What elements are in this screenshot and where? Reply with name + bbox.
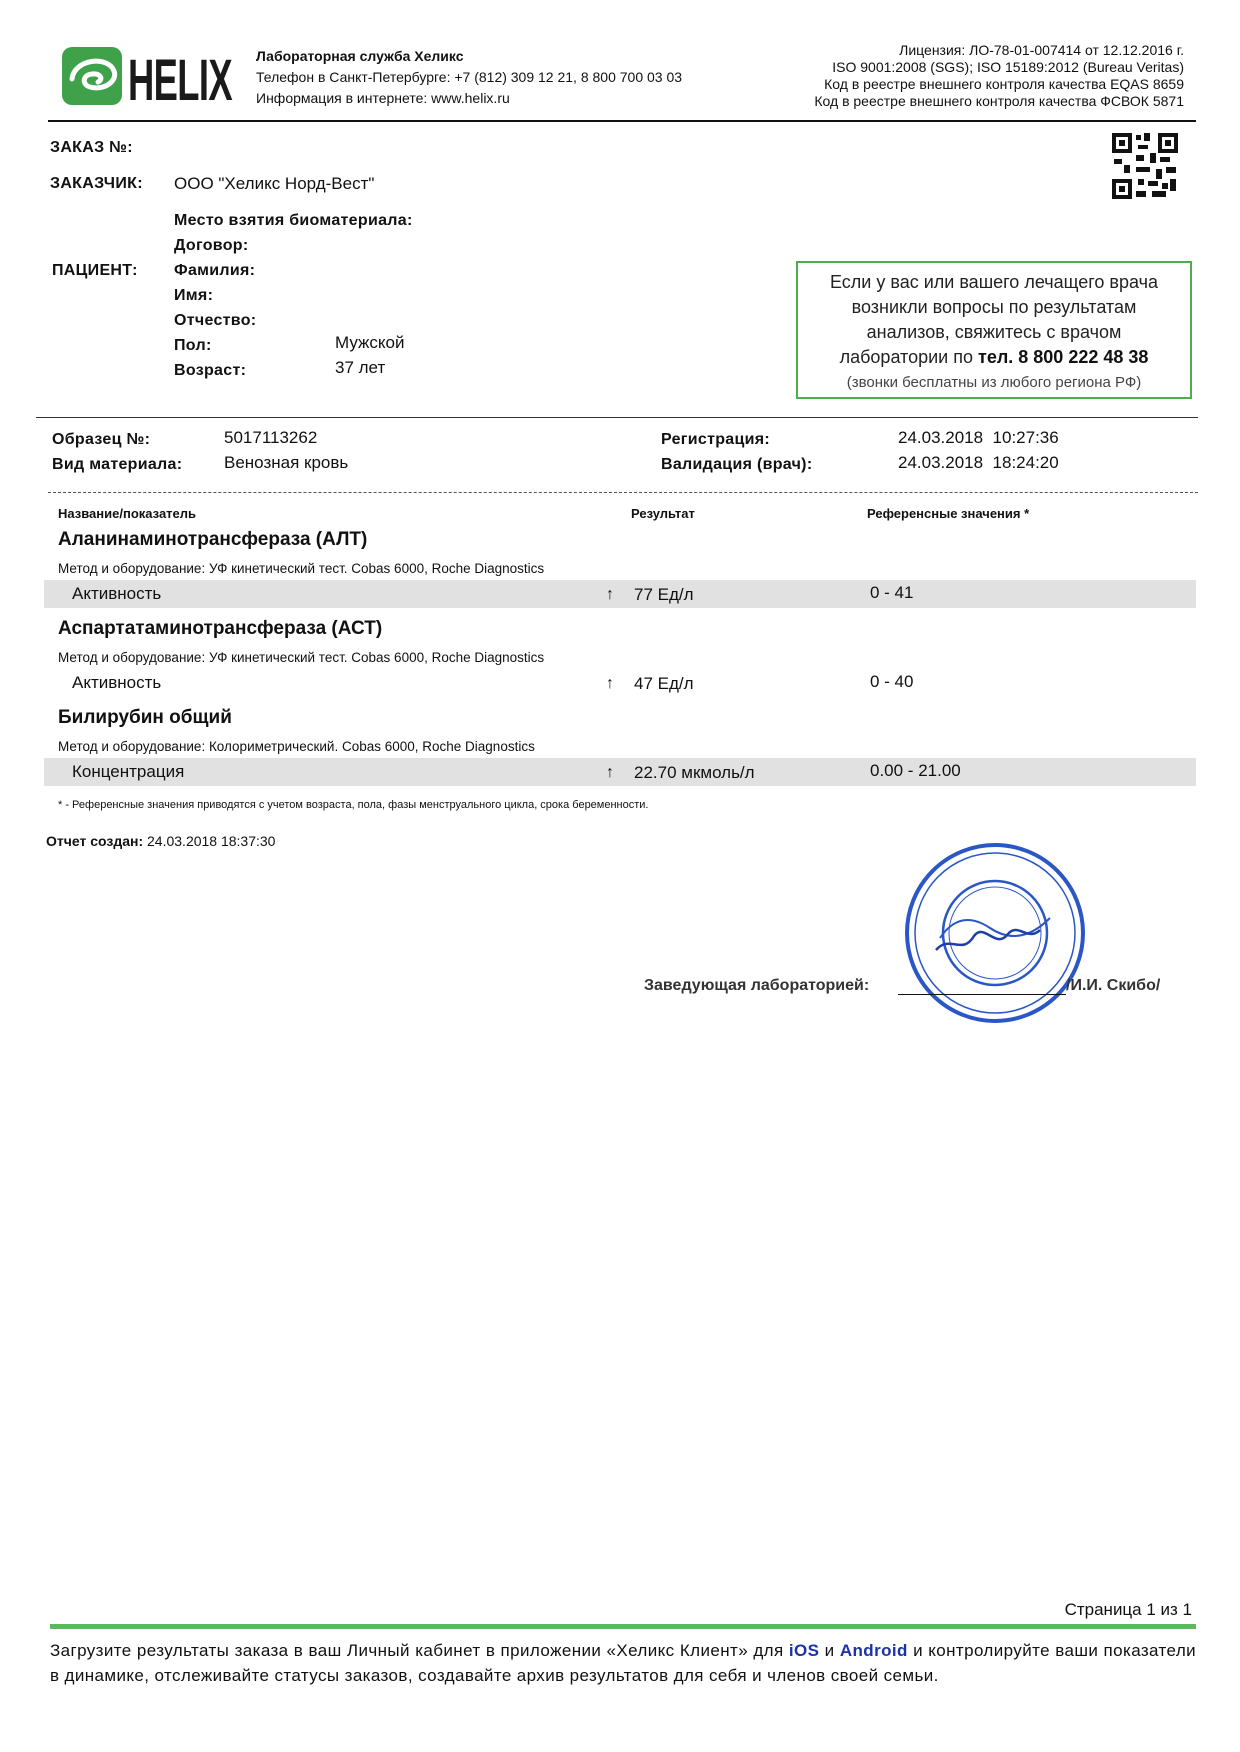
result-row xyxy=(44,580,1196,608)
order-label: ЗАКАЗ №: xyxy=(50,139,133,156)
dashed-divider xyxy=(48,492,1198,493)
qr-code-icon xyxy=(1112,133,1178,199)
report-created xyxy=(46,833,275,849)
arrow-up-icon: ↑ xyxy=(606,675,614,692)
ios-link[interactable]: iOS xyxy=(788,1641,820,1660)
registration-value: 24.03.2018 10:27:36 xyxy=(898,428,1059,447)
iso-line: ISO 9001:2008 (SGS); ISO 15189:2012 (Bureau Veritas) xyxy=(832,59,1184,75)
license-line: Лицензия: ЛО-78-01-007414 от 12.12.2016 г. xyxy=(899,42,1184,58)
age-label: Возраст: xyxy=(174,362,247,379)
info-line-4 xyxy=(798,345,1190,370)
reference-range: 0 - 40 xyxy=(870,672,914,691)
section-divider xyxy=(36,417,1198,418)
test-method: Метод и оборудование: УФ кинетический тест. Cobas 6000, Roche Diagnostics xyxy=(58,561,545,576)
doctor-contact-box xyxy=(796,261,1192,399)
sample-label: Образец №: xyxy=(52,431,151,448)
test-title: Билирубин общий xyxy=(58,707,232,728)
header-divider xyxy=(48,120,1196,122)
client-label: ЗАКАЗЧИК: xyxy=(50,175,143,192)
info-line-2: возникли вопросы по результатам xyxy=(851,297,1137,317)
reference-range: 0 - 41 xyxy=(870,583,914,602)
age-value: 37 лет xyxy=(335,358,386,377)
column-header-reference: Референсные значения * xyxy=(867,506,1030,521)
parameter-name: Активность xyxy=(72,584,162,603)
sample-value: 5017113262 xyxy=(224,428,318,447)
surname-label: Фамилия: xyxy=(174,262,256,279)
registration-label: Регистрация: xyxy=(661,431,771,448)
material-value: Венозная кровь xyxy=(224,453,349,472)
promo-and: и xyxy=(824,1641,835,1660)
eqas-line: Код в реестре внешнего контроля качества EQAS 8659 xyxy=(824,76,1184,92)
result-value: 77 Ед/л xyxy=(634,585,694,604)
info-line-3: анализов, свяжитесь с врачом xyxy=(866,322,1122,342)
page-number: Страница 1 из 1 xyxy=(1064,1600,1192,1619)
promo-text-1: Загрузите результаты заказа в ваш Личный кабинет в приложении «Хеликс Клиент» для xyxy=(50,1641,784,1660)
result-value: 22.70 мкмоль/л xyxy=(634,763,755,782)
client-value: ООО "Хеликс Норд-Вест" xyxy=(174,174,375,193)
parameter-name: Активность xyxy=(72,673,162,692)
validation-label: Валидация (врач): xyxy=(661,456,813,473)
report-created-value: 24.03.2018 18:37:30 xyxy=(147,833,276,849)
signature-line xyxy=(898,994,1066,995)
sex-value: Мужской xyxy=(335,333,405,352)
lab-name: Лабораторная служба Хеликс xyxy=(256,48,464,64)
patronymic-label: Отчество: xyxy=(174,312,257,329)
reference-range: 0.00 - 21.00 xyxy=(870,761,961,780)
fsvok-line: Код в реестре внешнего контроля качества ФСВОК 5871 xyxy=(814,93,1184,109)
sex-label: Пол: xyxy=(174,337,212,354)
logo-wordmark: HELIX xyxy=(128,48,233,113)
app-promo xyxy=(50,1638,1196,1688)
info-phone: тел. 8 800 222 48 38 xyxy=(978,347,1149,367)
signer-position: Заведующая лабораторией: xyxy=(644,977,870,994)
result-row xyxy=(44,669,1196,697)
test-title: Аспартатаминотрансфераза (АСТ) xyxy=(58,618,383,639)
certifications xyxy=(714,42,1184,110)
test-method: Метод и оборудование: Колориметрический. Cobas 6000, Roche Diagnostics xyxy=(58,739,535,754)
material-label: Вид материала: xyxy=(52,456,183,473)
column-header-result: Результат xyxy=(631,506,695,521)
helix-logo xyxy=(62,45,242,113)
contract-label: Договор: xyxy=(174,237,249,254)
info-line-4-prefix: лаборатории по xyxy=(839,347,973,367)
lab-website: Информация в интернете: www.helix.ru xyxy=(256,90,510,106)
parameter-name: Концентрация xyxy=(72,762,185,781)
info-note: (звонки бесплатны из любого региона РФ) xyxy=(846,374,1142,391)
footer-bar xyxy=(50,1624,1196,1629)
arrow-up-icon: ↑ xyxy=(606,764,614,781)
validation-value: 24.03.2018 18:24:20 xyxy=(898,453,1059,472)
lab-phone: Телефон в Санкт-Петербурге: +7 (812) 309 12 21, 8 800 700 03 03 xyxy=(256,69,683,85)
info-line-1: Если у вас или вашего лечащего врача xyxy=(829,272,1159,292)
promo-text-2: и контролируйте ваши показатели в динамике, отслеживайте статусы заказов, создавайте архив результатов для себя и членов своей семьи. xyxy=(50,1641,1197,1685)
patient-label: ПАЦИЕНТ: xyxy=(52,262,138,279)
test-title: Аланинаминотрансфераза (АЛТ) xyxy=(58,529,368,550)
column-header-name: Название/показатель xyxy=(58,506,197,521)
report-created-label: Отчет создан: xyxy=(46,833,144,849)
test-method: Метод и оборудование: УФ кинетический тест. Cobas 6000, Roche Diagnostics xyxy=(58,650,545,665)
signer-name: /И.И. Скибо/ xyxy=(1066,977,1161,994)
first-name-label: Имя: xyxy=(174,287,214,304)
reference-footnote: * - Референсные значения приводятся с учетом возраста, пола, фазы менструального цикла, срока беременности. xyxy=(58,799,649,811)
biomaterial-place-label: Место взятия биоматериала: xyxy=(174,212,413,229)
android-link[interactable]: Android xyxy=(839,1641,908,1660)
lab-stamp-icon xyxy=(900,838,1090,1028)
result-value: 47 Ед/л xyxy=(634,674,694,693)
arrow-up-icon: ↑ xyxy=(606,586,614,603)
lab-contacts xyxy=(256,46,682,109)
result-row xyxy=(44,758,1196,786)
